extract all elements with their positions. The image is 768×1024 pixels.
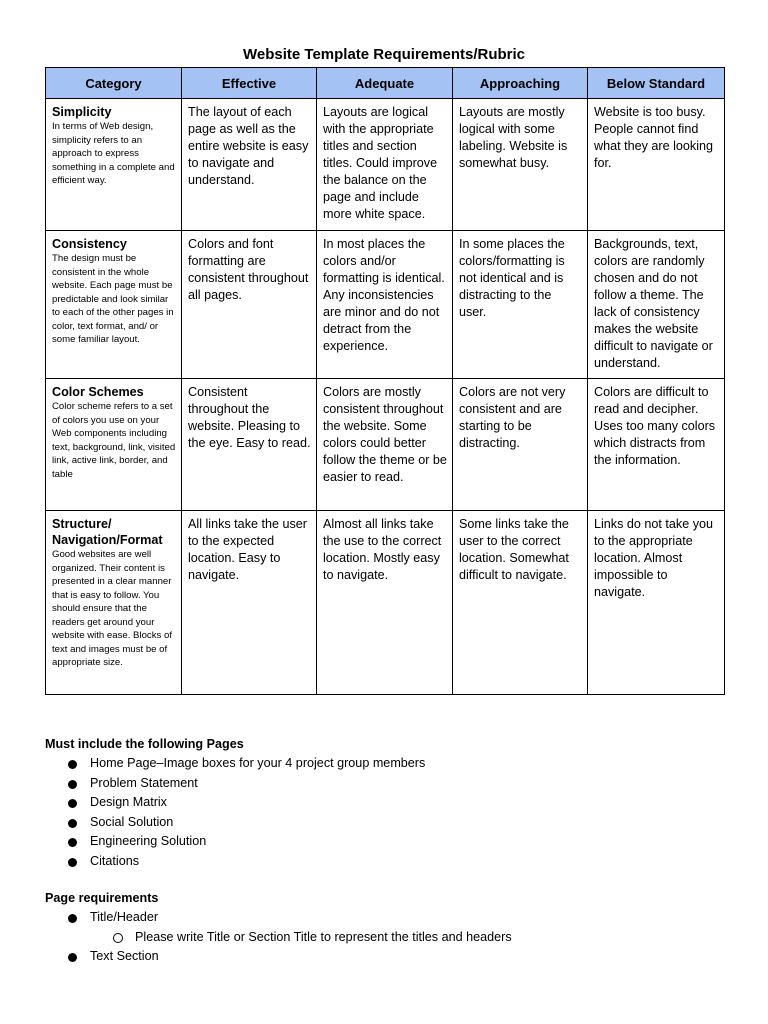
list-item-text: Social Solution bbox=[90, 814, 174, 829]
list-item-text: Problem Statement bbox=[90, 775, 198, 790]
list-item bbox=[45, 928, 512, 948]
below-standard-cell: Colors are difficult to read and decipher. Uses too many colors which distracts from the information. bbox=[588, 379, 725, 511]
hollow-bullet-icon bbox=[113, 933, 123, 943]
list-item bbox=[45, 754, 425, 774]
bullet-icon bbox=[68, 858, 77, 867]
below-standard-cell: Website is too busy. People cannot find what they are looking for. bbox=[588, 99, 725, 231]
category-description: In terms of Web design, simplicity refers to an approach to express something in a complete and efficient way. bbox=[52, 121, 175, 186]
bullet-icon bbox=[68, 780, 77, 789]
pages-list bbox=[45, 754, 425, 871]
bullet-icon bbox=[68, 953, 77, 962]
category-name: Color Schemes bbox=[52, 385, 144, 399]
approaching-cell: Colors are not very consistent and are starting to be distracting. bbox=[453, 379, 588, 511]
header-effective: Effective bbox=[182, 68, 317, 99]
category-cell bbox=[46, 379, 182, 511]
bullet-icon bbox=[68, 799, 77, 808]
table-row bbox=[46, 231, 725, 379]
category-description: Color scheme refers to a set of colors you use on your Web components including text, background, link, visited link, active link, border, and table bbox=[52, 401, 176, 480]
effective-cell: All links take the user to the expected location. Easy to navigate. bbox=[182, 511, 317, 695]
header-category: Category bbox=[46, 68, 182, 99]
list-item-text: Design Matrix bbox=[90, 795, 167, 809]
bullet-icon bbox=[68, 914, 77, 923]
rubric-header-row bbox=[46, 68, 725, 99]
header-below-standard: Below Standard bbox=[588, 68, 725, 99]
table-row bbox=[46, 511, 725, 695]
category-description: The design must be consistent in the whole website. Each page must be predictable and look similar to each of the other pages in color, text format, and/ or some familiar layout. bbox=[52, 253, 174, 345]
below-standard-cell: Backgrounds, text, colors are randomly chosen and do not follow a theme. The lack of consistency makes the website difficult to navigate or understand. bbox=[588, 231, 725, 379]
table-row bbox=[46, 99, 725, 231]
effective-cell: The layout of each page as well as the entire website is easy to navigate and understand. bbox=[182, 99, 317, 231]
category-description: Good websites are well organized. Their content is presented in a clear manner that is easy to follow. You should ensure that the readers get around your website with ease. Blocks of text and images must be of appropriate size. bbox=[52, 549, 172, 668]
below-standard-cell: Links do not take you to the appropriate location. Almost impossible to navigate. bbox=[588, 511, 725, 695]
list-item bbox=[45, 813, 425, 833]
requirements-section bbox=[45, 889, 512, 967]
category-name: Consistency bbox=[52, 237, 127, 251]
document-title: Website Template Requirements/Rubric bbox=[242, 46, 525, 63]
rubric-table bbox=[45, 67, 725, 695]
list-item bbox=[45, 832, 425, 852]
list-item bbox=[45, 793, 425, 813]
bullet-icon bbox=[68, 819, 77, 828]
requirements-sublist bbox=[45, 928, 512, 948]
requirements-list-continued bbox=[45, 947, 512, 967]
adequate-cell: Colors are mostly consistent throughout the website. Some colors could better follow the theme or be easier to read. bbox=[317, 379, 453, 511]
list-item-text: Citations bbox=[90, 853, 139, 868]
list-item-text: Please write Title or Section Title to represent the titles and headers bbox=[135, 929, 512, 944]
header-adequate: Adequate bbox=[317, 68, 453, 99]
adequate-cell: Layouts are logical with the appropriate titles and section titles. Could improve the balance on the page and include more white space. bbox=[317, 99, 453, 231]
adequate-cell: In most places the colors and/or formatting is identical. Any inconsistencies are minor and do not detract from the experience. bbox=[317, 231, 453, 379]
adequate-cell: Almost all links take the use to the correct location. Mostly easy to navigate. bbox=[317, 511, 453, 695]
effective-cell: Colors and font formatting are consistent throughout all pages. bbox=[182, 231, 317, 379]
list-item bbox=[45, 852, 425, 872]
bullet-icon bbox=[68, 838, 77, 847]
approaching-cell: Layouts are mostly logical with some labeling. Website is somewhat busy. bbox=[453, 99, 588, 231]
requirements-list bbox=[45, 908, 512, 928]
approaching-cell: In some places the colors/formatting is not identical and is distracting to the user. bbox=[453, 231, 588, 379]
category-name: Simplicity bbox=[52, 105, 112, 119]
list-item-text: Home Page–Image boxes for your 4 project group members bbox=[90, 756, 426, 770]
category-cell bbox=[46, 231, 182, 379]
list-item bbox=[45, 947, 512, 967]
category-cell bbox=[46, 511, 182, 695]
list-item bbox=[45, 908, 512, 928]
effective-cell: Consistent throughout the website. Pleasing to the eye. Easy to read. bbox=[182, 379, 317, 511]
bullet-icon bbox=[68, 760, 77, 769]
list-item-text: Title/Header bbox=[90, 910, 159, 924]
list-item-text: Engineering Solution bbox=[90, 834, 207, 848]
list-item-text: Text Section bbox=[90, 949, 159, 963]
header-approaching: Approaching bbox=[453, 68, 588, 99]
category-name: Structure/ Navigation/Format bbox=[52, 517, 163, 547]
pages-section-title: Must include the following Pages bbox=[45, 737, 244, 751]
approaching-cell: Some links take the user to the correct location. Somewhat difficult to navigate. bbox=[453, 511, 588, 695]
requirements-section-title: Page requirements bbox=[45, 891, 159, 905]
pages-section bbox=[45, 735, 425, 871]
category-cell bbox=[46, 99, 182, 231]
table-row bbox=[46, 379, 725, 511]
list-item bbox=[45, 774, 425, 794]
